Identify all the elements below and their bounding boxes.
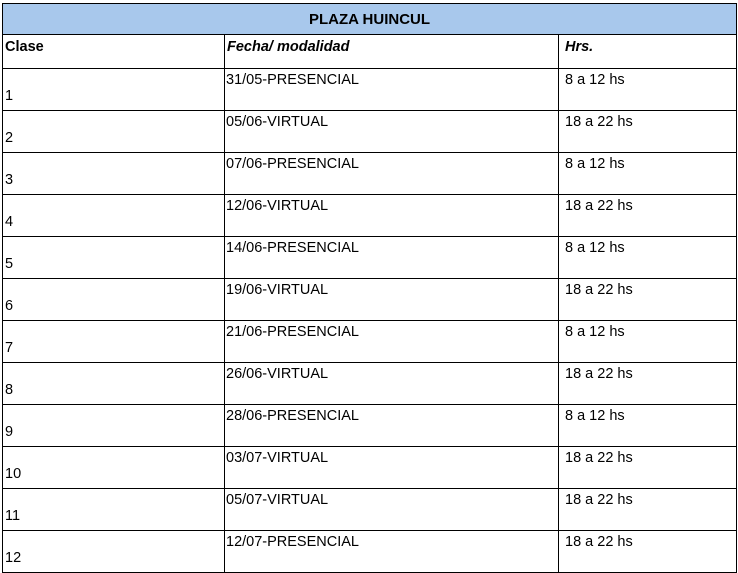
cell-clase	[3, 279, 225, 321]
header-hrs: Hrs.	[559, 35, 737, 69]
cell-clase	[3, 195, 225, 237]
cell-hrs	[559, 405, 737, 447]
cell-clase	[3, 153, 225, 195]
cell-hrs	[559, 195, 737, 237]
header-row	[3, 35, 737, 69]
cell-clase-text: 12	[5, 550, 22, 566]
cell-hrs	[559, 531, 737, 573]
table-row	[3, 69, 737, 111]
cell-fecha	[225, 447, 559, 489]
cell-hrs-text: 18 a 22 hs	[565, 450, 633, 466]
table-row	[3, 321, 737, 363]
cell-hrs	[559, 489, 737, 531]
cell-fecha	[225, 237, 559, 279]
cell-clase-text: 1	[5, 88, 14, 104]
cell-clase-text: 6	[5, 298, 14, 314]
table-row	[3, 489, 737, 531]
cell-clase-text: 8	[5, 382, 14, 398]
cell-hrs-text: 8 a 12 hs	[565, 72, 625, 88]
cell-hrs	[559, 69, 737, 111]
cell-fecha-text: 26/06-VIRTUAL	[226, 366, 329, 382]
cell-hrs-text: 8 a 12 hs	[565, 156, 625, 172]
table-row	[3, 363, 737, 405]
table-row	[3, 195, 737, 237]
cell-clase	[3, 531, 225, 573]
cell-hrs-text: 18 a 22 hs	[565, 366, 633, 382]
cell-hrs-text: 8 a 12 hs	[565, 240, 625, 256]
cell-fecha-text: 19/06-VIRTUAL	[226, 282, 329, 298]
cell-fecha-text: 05/07-VIRTUAL	[226, 492, 329, 508]
cell-hrs-text: 18 a 22 hs	[565, 492, 633, 508]
table-row	[3, 153, 737, 195]
table-body	[3, 69, 737, 573]
cell-clase	[3, 69, 225, 111]
table-row	[3, 531, 737, 573]
cell-fecha-text: 05/06-VIRTUAL	[226, 114, 329, 130]
cell-hrs	[559, 111, 737, 153]
cell-clase-text: 3	[5, 172, 14, 188]
cell-clase-text: 10	[5, 466, 22, 482]
cell-hrs-text: 18 a 22 hs	[565, 198, 633, 214]
cell-hrs-text: 8 a 12 hs	[565, 324, 625, 340]
cell-fecha	[225, 279, 559, 321]
cell-hrs-text: 18 a 22 hs	[565, 282, 633, 298]
cell-clase-text: 9	[5, 424, 14, 440]
cell-hrs-text: 8 a 12 hs	[565, 408, 625, 424]
cell-fecha	[225, 405, 559, 447]
cell-hrs-text: 18 a 22 hs	[565, 534, 633, 550]
table-row	[3, 237, 737, 279]
table-row	[3, 111, 737, 153]
schedule-table	[2, 3, 737, 573]
header-clase: Clase	[3, 35, 225, 69]
cell-clase-text: 5	[5, 256, 14, 272]
cell-fecha-text: 14/06-PRESENCIAL	[226, 240, 359, 256]
cell-fecha	[225, 531, 559, 573]
cell-clase-text: 2	[5, 130, 14, 146]
table-title: PLAZA HUINCUL	[3, 4, 737, 35]
cell-clase	[3, 237, 225, 279]
cell-clase	[3, 321, 225, 363]
cell-clase	[3, 363, 225, 405]
cell-clase	[3, 111, 225, 153]
table-row	[3, 447, 737, 489]
cell-hrs	[559, 321, 737, 363]
cell-hrs	[559, 447, 737, 489]
cell-hrs	[559, 237, 737, 279]
cell-clase-text: 4	[5, 214, 14, 230]
cell-hrs	[559, 279, 737, 321]
cell-fecha-text: 03/07-VIRTUAL	[226, 450, 329, 466]
table-row	[3, 405, 737, 447]
cell-fecha-text: 07/06-PRESENCIAL	[226, 156, 359, 172]
table-row	[3, 279, 737, 321]
title-row	[3, 4, 737, 35]
cell-fecha	[225, 69, 559, 111]
cell-fecha	[225, 321, 559, 363]
cell-clase-text: 11	[5, 508, 21, 524]
cell-hrs	[559, 153, 737, 195]
cell-fecha-text: 12/06-VIRTUAL	[226, 198, 329, 214]
cell-clase	[3, 405, 225, 447]
cell-clase-text: 7	[5, 340, 14, 356]
cell-fecha	[225, 489, 559, 531]
cell-fecha	[225, 195, 559, 237]
cell-hrs	[559, 363, 737, 405]
cell-hrs-text: 18 a 22 hs	[565, 114, 633, 130]
cell-fecha-text: 21/06-PRESENCIAL	[226, 324, 359, 340]
cell-fecha-text: 31/05-PRESENCIAL	[226, 72, 359, 88]
cell-fecha-text: 12/07-PRESENCIAL	[226, 534, 359, 550]
cell-fecha	[225, 153, 559, 195]
cell-clase	[3, 447, 225, 489]
header-fecha: Fecha/ modalidad	[225, 35, 559, 69]
cell-clase	[3, 489, 225, 531]
cell-fecha	[225, 363, 559, 405]
cell-fecha-text: 28/06-PRESENCIAL	[226, 408, 359, 424]
cell-fecha	[225, 111, 559, 153]
